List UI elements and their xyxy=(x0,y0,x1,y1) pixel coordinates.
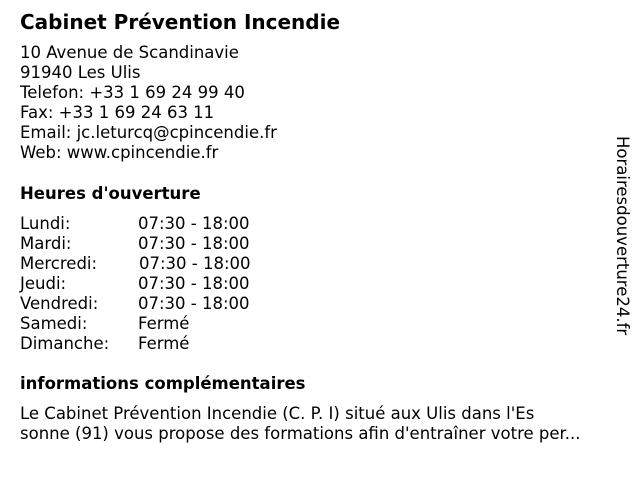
hours-time-value: 07:30 - 18:00 xyxy=(138,274,250,293)
hours-row-monday xyxy=(20,214,320,234)
hours-day-label: Vendredi: xyxy=(20,294,99,313)
hours-row-saturday xyxy=(20,314,320,334)
hours-row-friday xyxy=(20,294,320,314)
phone-number: Telefon: +33 1 69 24 99 40 xyxy=(20,83,245,102)
hours-row-tuesday xyxy=(20,234,320,254)
description-line: sonne (91) vous propose des formations afin d'entraîner votre per... xyxy=(20,424,581,443)
hours-day-label: Dimanche: xyxy=(20,334,110,353)
hours-time-value: Fermé xyxy=(138,334,190,353)
hours-day-label: Mardi: xyxy=(20,234,72,253)
contact-block xyxy=(20,43,277,163)
hours-day-label: Lundi: xyxy=(20,214,71,233)
email-address: Email: jc.leturcq@cpincendie.fr xyxy=(20,123,277,142)
description-line: Le Cabinet Prévention Incendie (C. P. I) situé aux Ulis dans l'Es xyxy=(20,404,535,423)
business-name: Cabinet Prévention Incendie xyxy=(20,10,341,34)
additional-info-heading: informations complémentaires xyxy=(20,374,306,393)
site-watermark xyxy=(612,136,632,342)
hours-time-value: 07:30 - 18:00 xyxy=(139,254,251,273)
fax-number: Fax: +33 1 69 24 63 11 xyxy=(20,103,215,122)
hours-time-value: Fermé xyxy=(138,314,190,333)
watermark-text: Horairesdouverture24.fr xyxy=(613,136,632,336)
hours-day-label: Mercredi: xyxy=(20,254,98,273)
business-description xyxy=(20,404,620,444)
opening-hours-heading: Heures d'ouverture xyxy=(20,184,201,203)
hours-day-label: Samedi: xyxy=(20,314,88,333)
hours-time-value: 07:30 - 18:00 xyxy=(138,214,250,233)
address-line-street: 10 Avenue de Scandinavie xyxy=(20,43,239,62)
opening-hours-table xyxy=(20,214,320,354)
website-address: Web: www.cpincendie.fr xyxy=(20,143,219,162)
hours-time-value: 07:30 - 18:00 xyxy=(138,234,250,253)
hours-row-sunday xyxy=(20,334,320,354)
hours-row-thursday xyxy=(20,274,320,294)
hours-time-value: 07:30 - 18:00 xyxy=(138,294,250,313)
address-line-city: 91940 Les Ulis xyxy=(20,63,141,82)
hours-row-wednesday xyxy=(20,254,320,274)
hours-day-label: Jeudi: xyxy=(20,274,67,293)
